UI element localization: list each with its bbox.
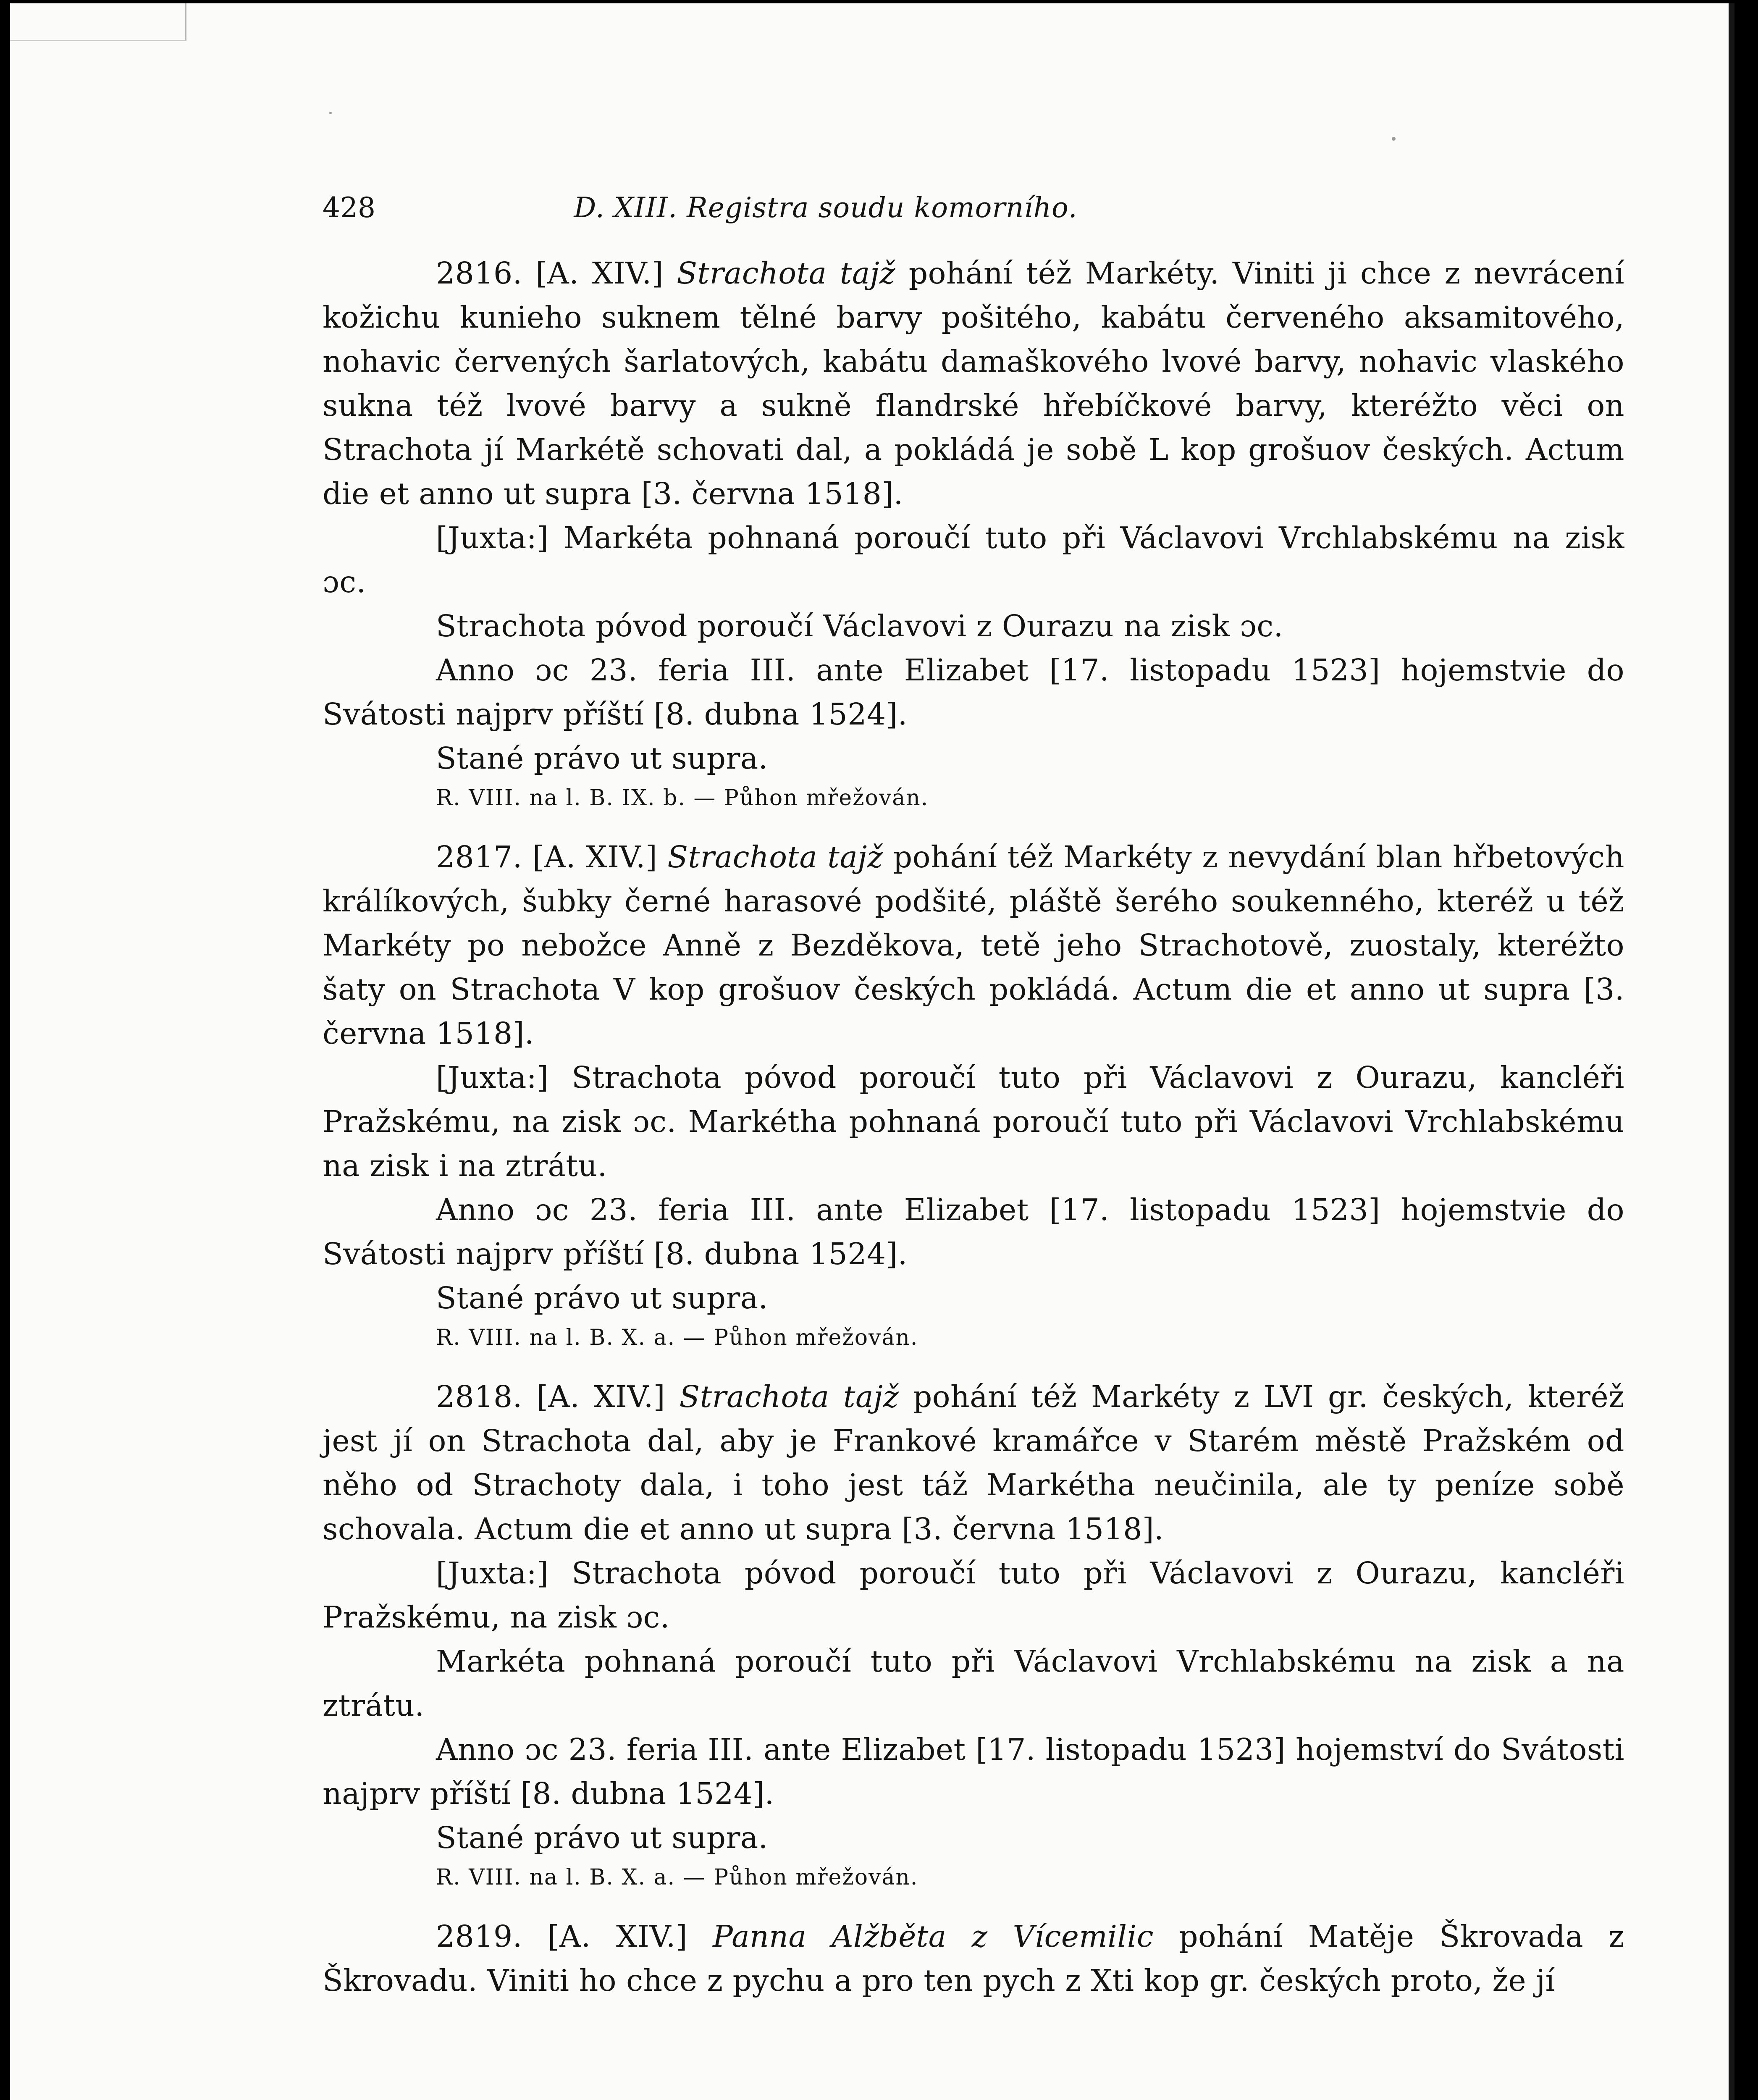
entry-parties: Strachota tajž	[677, 256, 896, 291]
entry-2818	[323, 1375, 1624, 1894]
entry-parties: Strachota tajž	[667, 840, 883, 874]
entry-parties: Strachota tajž	[679, 1379, 899, 1414]
entry-sub: Anno ɔc 23. feria III. ante Elizabet [17. listopadu 1523] hojemstvie do Svátosti najprv příští [8. dubna 1524].	[323, 653, 1624, 732]
entry-number: 2819. [A. XIV.]	[436, 1919, 688, 1954]
entry-sub: [Juxta:] Strachota póvod poroučí tuto při Václavovi z Ourazu, kancléři Pražskému, na zisk ɔc. Markétha pohnaná poroučí tuto při Václavovi Vrchlabskému na zisk i na ztrátu.	[323, 1060, 1624, 1183]
page-number: 428	[323, 192, 375, 224]
entry-number: 2817. [A. XIV.]	[436, 840, 658, 874]
entry-sub: Stané právo ut supra.	[436, 1820, 768, 1855]
entry-sub: [Juxta:] Markéta pohnaná poroučí tuto při Václavovi Vrchlabskému na zisk ɔc.	[323, 520, 1624, 599]
entry-sub: Anno ɔc 23. feria III. ante Elizabet [17. listopadu 1523] hojemstvie do Svátosti najprv příští [8. dubna 1524].	[323, 1192, 1624, 1271]
entry-note: R. VIII. na l. B. IX. b. — Půhon mřežován.	[436, 785, 929, 811]
entry-paragraph	[323, 1914, 1624, 2003]
entry-2819	[323, 1914, 1624, 2003]
scan-corner-mark	[10, 3, 186, 41]
entry-sub: Markéta pohnaná poroučí tuto při Václavovi Vrchlabskému na zisk a na ztrátu.	[323, 1644, 1624, 1723]
scanned-page	[10, 3, 1734, 2100]
entry-parties: Panna Alžběta z Vícemilic	[713, 1919, 1154, 1954]
entry-paragraph	[323, 251, 1624, 516]
entry-2816	[323, 251, 1624, 815]
entry-text: pohání též Markéty z nevydání blan hřbetových králíkových, šubky černé harasové podšité, pláště šerého soukenného, kteréž u též Markéty po nebožce Anně z Bezděkova, tetě jeho Strachotově, zuostaly, kteréžto šaty on Strachota V kop grošuov českých pokládá. Actum die et anno ut supra [3. června 1518].	[323, 840, 1625, 1051]
entry-sub: Anno ɔc 23. feria III. ante Elizabet [17. listopadu 1523] hojemství do Svátosti najprv příští [8. dubna 1524].	[323, 1732, 1624, 1811]
entry-sub: Strachota póvod poroučí Václavovi z Ourazu na zisk ɔc.	[436, 609, 1283, 643]
entry-note: R. VIII. na l. B. X. a. — Půhon mřežován.	[436, 1325, 918, 1350]
entry-sub: Stané právo ut supra.	[436, 1281, 768, 1315]
page-body	[323, 251, 1624, 2023]
page-header	[323, 180, 1274, 230]
entry-text: pohání též Markéty z LVI gr. českých, kteréž jest jí on Strachota dal, aby je Frankové kramářce v Starém městě Pražském od něho od Strachoty dala, i toho jest táž Markétha neučinila, ale ty peníze sobě schovala. Actum die et anno ut supra [3. června 1518].	[323, 1379, 1625, 1546]
entry-note: R. VIII. na l. B. X. a. — Půhon mřežován.	[436, 1865, 918, 1890]
entry-sub: [Juxta:] Strachota póvod poroučí tuto při Václavovi z Ourazu, kancléři Pražskému, na zisk ɔc.	[323, 1556, 1624, 1635]
scan-speck	[1392, 137, 1396, 141]
entry-paragraph	[323, 835, 1624, 1055]
entry-sub: Stané právo ut supra.	[436, 741, 768, 776]
entry-number: 2816. [A. XIV.]	[436, 256, 664, 291]
entry-number: 2818. [A. XIV.]	[436, 1379, 666, 1414]
scan-speck	[329, 112, 332, 114]
running-title: D. XIII. Registra soudu komorního.	[574, 192, 1078, 224]
entry-2817	[323, 835, 1624, 1354]
entry-text: pohání Matěje Škrovada z Škrovadu. Viniti ho chce z pychu a pro ten pych z Xti kop gr. českých proto, že jí	[323, 1919, 1624, 1998]
entry-text: pohání též Markéty. Viniti ji chce z nevrácení kožichu kunieho suknem tělné barvy pošitého, kabátu červeného aksamitového, nohavic červených šarlatových, kabátu damaškového lvové barvy, nohavic vlaského sukna též lvové barvy a sukně flandrské hřebíčkové barvy, kteréžto věci on Strachota jí Markétě schovati dal, a pokládá je sobě L kop grošuov českých. Actum die et anno ut supra [3. června 1518].	[323, 256, 1624, 511]
entry-paragraph	[323, 1375, 1624, 1551]
